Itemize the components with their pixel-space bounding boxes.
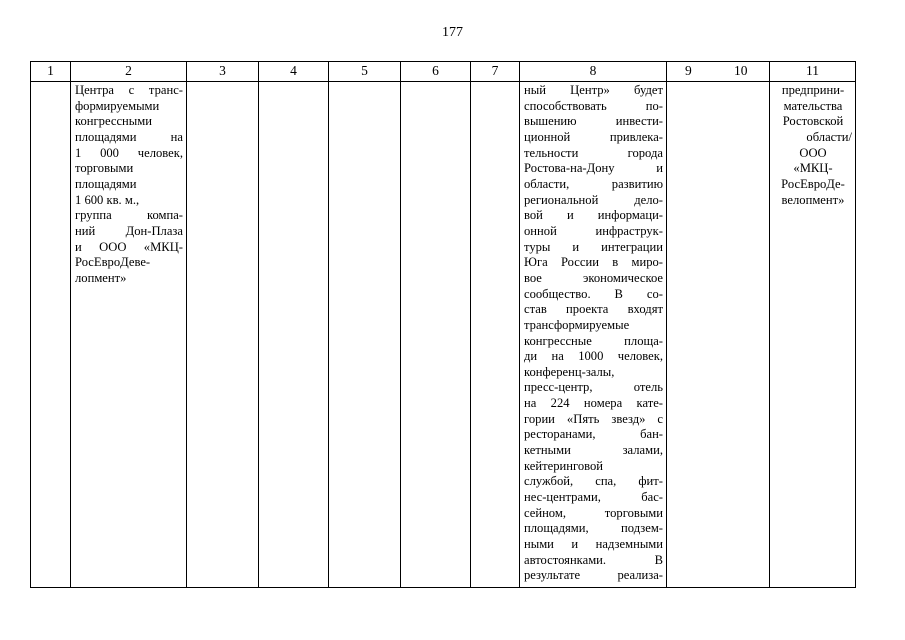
cell-col-2	[71, 82, 187, 588]
cell-col-4	[259, 82, 329, 588]
header-col-7: 7	[471, 62, 520, 82]
header-col-9-10	[667, 62, 770, 82]
text-line: «МКЦ-	[793, 161, 833, 176]
text-line: кейтеринговой	[524, 458, 604, 473]
text-line: Ростова-на-Дону и	[524, 161, 663, 176]
text-line: 1 600 кв. м.,	[75, 192, 140, 207]
text-line: конгрессные площа-	[524, 333, 663, 348]
text-line: трансформируемые	[524, 317, 630, 332]
header-col-8: 8	[520, 62, 667, 82]
text-line: Центра с транс-	[75, 83, 183, 97]
text-line: вой и информаци-	[524, 208, 663, 223]
text-line: нес-центрами, бас-	[524, 490, 663, 505]
text-line: вое экономическое	[524, 270, 663, 285]
text-line: службой, спа, фит-	[524, 474, 663, 489]
header-col-1: 1	[31, 62, 71, 82]
text-line: лопмент»	[75, 270, 127, 285]
cell-col-6	[401, 82, 471, 588]
header-col-10: 10	[734, 63, 748, 78]
cell-col-11-text	[770, 82, 855, 208]
header-col-11: 11	[770, 62, 856, 82]
text-line: онной инфраструк-	[524, 223, 663, 238]
text-line: торговыми	[75, 161, 134, 176]
text-line: став проекта входят	[524, 302, 663, 317]
text-line: РосЕвроДе-	[781, 176, 845, 191]
text-line: пресс-центр, отель	[524, 380, 663, 395]
text-line: ными и надземными	[524, 537, 663, 552]
cell-col-1	[31, 82, 71, 588]
text-line: предприни-	[781, 83, 845, 97]
text-line: Ростовской	[782, 114, 844, 129]
text-line: ди на 1000 человек,	[524, 349, 663, 364]
cell-col-3	[187, 82, 259, 588]
table-row	[31, 82, 856, 588]
document-table	[30, 61, 856, 588]
header-col-3: 3	[187, 62, 259, 82]
text-line: группа компа-	[75, 208, 183, 223]
text-line: кетными залами,	[524, 443, 663, 458]
cell-col-8	[520, 82, 667, 588]
header-col-5: 5	[329, 62, 401, 82]
text-line: и ООО «МКЦ-	[75, 239, 183, 254]
text-line: формируемыми	[75, 98, 160, 113]
text-line: РосЕвроДеве-	[75, 255, 151, 270]
text-line: гории «Пять звезд» с	[524, 411, 663, 426]
cell-col-5	[329, 82, 401, 588]
cell-col-11	[770, 82, 856, 588]
text-line: площадями, подзем-	[524, 521, 663, 536]
header-col-2: 2	[71, 62, 187, 82]
text-line: велопмент»	[781, 192, 845, 207]
text-line: 1 000 человек,	[75, 145, 183, 160]
header-row	[31, 62, 856, 82]
cell-col-7	[471, 82, 520, 588]
text-line: ресторанами, бан-	[524, 427, 663, 442]
text-line: способствовать по-	[524, 98, 663, 113]
page-number: 177	[442, 25, 463, 40]
text-line: ний Дон-Плаза	[75, 223, 183, 238]
text-line: на 224 номера кате-	[524, 396, 663, 411]
cell-col-2-text	[71, 82, 186, 287]
text-line: туры и интеграции	[524, 239, 663, 254]
text-line: области/	[806, 129, 852, 144]
cell-col-9-10	[667, 82, 770, 588]
text-line: площадями	[75, 176, 137, 191]
text-line: конференц-залы,	[524, 364, 615, 379]
text-line: конгрессными	[75, 114, 152, 129]
text-line: вышению инвести-	[524, 114, 663, 129]
text-line: сообщество. В со-	[524, 286, 663, 301]
header-col-9: 9	[685, 63, 692, 78]
text-line: региональной дело-	[524, 192, 663, 207]
text-line: результате реализа-	[524, 568, 663, 583]
text-line: ООО	[799, 145, 827, 160]
text-line: области, развитию	[524, 176, 663, 191]
text-line: ный Центр» будет	[524, 83, 663, 97]
text-line: площадями на	[75, 129, 183, 144]
text-line: автостоянками. В	[524, 552, 663, 567]
text-line: тельности города	[524, 145, 663, 160]
text-line: ционной привлека-	[524, 129, 663, 144]
text-line: мательства	[783, 98, 843, 113]
cell-col-8-text	[520, 82, 666, 584]
header-col-6: 6	[401, 62, 471, 82]
text-line: Юга России в миро-	[524, 255, 663, 270]
text-line: сейном, торговыми	[524, 505, 663, 520]
header-col-4: 4	[259, 62, 329, 82]
